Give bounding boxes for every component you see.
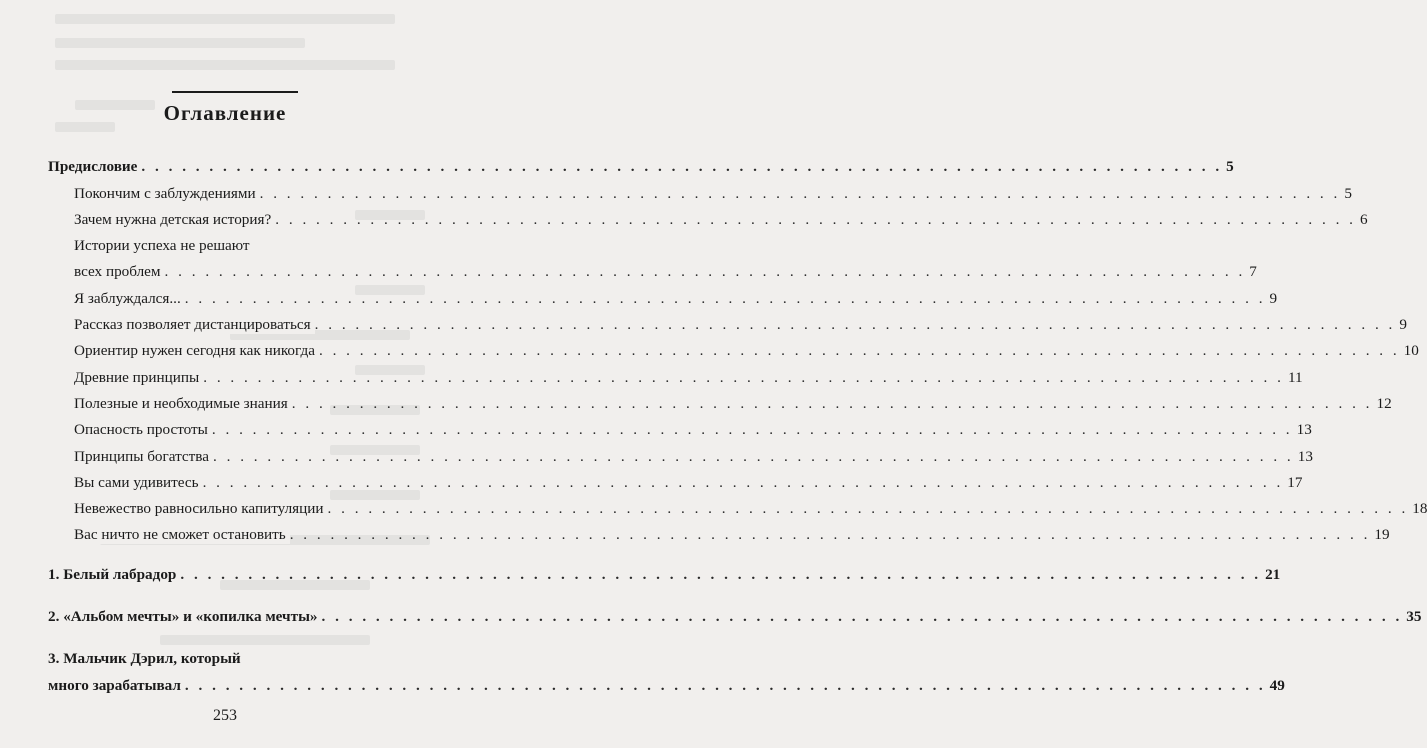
toc-dot-leader: . . . . . . . . . . . . . . . . . . . . . . . . . . . . . . . . . . . . . . . . . . . . . . . . . . . . . . . . . . . . . . . . . . . . . . . . . . . . . . . . — [141, 158, 1223, 176]
toc-entry — [48, 334, 1419, 360]
toc-entry — [48, 229, 432, 255]
toc-entry-title: Истории успеха не решают — [74, 237, 432, 255]
toc-entry — [48, 668, 1285, 694]
toc-entry — [48, 255, 1257, 281]
toc-entry-page: 35 — [1402, 608, 1421, 626]
toc-dot-leader: . . . . . . . . . . . . . . . . . . . . . . . . . . . . . . . . . . . . . . . . . . . . . . . . . . . . . . . . . . . . . . . . . . . . . . . . . . . . . . . . — [259, 184, 1341, 202]
toc-entry-title: Предисловие — [48, 158, 141, 176]
toc-entry — [48, 150, 1234, 176]
toc-entry-title: Принципы богатства — [74, 448, 213, 466]
toc-entry-page: 10 — [1400, 342, 1419, 360]
toc-entry — [48, 439, 1313, 465]
toc-entry-title: 3. Мальчик Дэрил, который — [48, 650, 432, 668]
toc-entry-title: Опасность простоты — [74, 421, 212, 439]
toc-entry-title: Я заблуждался... — [74, 290, 185, 308]
toc-entry-title: Зачем нужна детская история? — [74, 211, 275, 229]
toc-entry — [48, 308, 1407, 334]
toc-entry-page: 17 — [1283, 474, 1302, 492]
toc-entry-page: 6 — [1356, 211, 1368, 229]
toc-entry-page: 13 — [1293, 421, 1312, 439]
toc-dot-leader: . . . . . . . . . . . . . . . . . . . . . . . . . . . . . . . . . . . . . . . . . . . . . . . . . . . . . . . . . . . . . . . . . . . . . . . . . . . . . . . . — [291, 394, 1373, 412]
toc-entry-title: Ориентир нужен сегодня как никогда — [74, 342, 319, 360]
toc-entry — [48, 203, 1368, 229]
toc-dot-leader: . . . . . . . . . . . . . . . . . . . . . . . . . . . . . . . . . . . . . . . . . . . . . . . . . . . . . . . . . . . . . . . . . . . . . . . . . . . . . . . . — [164, 263, 1246, 281]
toc-entry-title: 2. «Альбом мечты» и «копилка мечты» — [48, 608, 322, 626]
toc-entry-page: 12 — [1372, 395, 1391, 413]
toc-entry — [48, 492, 1427, 518]
page-title: Оглавление — [163, 101, 287, 125]
toc-entry-page: 19 — [1370, 526, 1389, 544]
page-number: 253 — [213, 707, 237, 724]
toc-entry-page: 5 — [1222, 158, 1234, 176]
toc-entry-page: 5 — [1340, 185, 1352, 203]
toc-entry-page: 13 — [1294, 448, 1313, 466]
toc-dot-leader: . . . . . . . . . . . . . . . . . . . . . . . . . . . . . . . . . . . . . . . . . . . . . . . . . . . . . . . . . . . . . . . . . . . . . . . . . . . . . . . . — [202, 473, 1284, 491]
toc-entry-page: 49 — [1266, 677, 1285, 695]
toc-entry-title: Полезные и необходимые знания — [74, 395, 292, 413]
toc-entry — [48, 281, 1278, 307]
toc-entry — [48, 600, 1422, 626]
toc-entry — [48, 518, 1390, 544]
toc-entry-title: много зарабатывал — [48, 677, 185, 695]
toc-entry — [48, 413, 1312, 439]
toc-entry — [48, 466, 1303, 492]
toc-dot-leader: . . . . . . . . . . . . . . . . . . . . . . . . . . . . . . . . . . . . . . . . . . . . . . . . . . . . . . . . . . . . . . . . . . . . . . . . . . . . . . . . — [318, 342, 1400, 360]
toc-entry-title: Древние принципы — [74, 369, 203, 387]
toc-entry — [48, 176, 1352, 202]
toc-entry-title: Вас ничто не сможет остановить — [74, 526, 290, 544]
toc-dot-leader: . . . . . . . . . . . . . . . . . . . . . . . . . . . . . . . . . . . . . . . . . . . . . . . . . . . . . . . . . . . . . . . . . . . . . . . . . . . . . . . . — [203, 368, 1284, 386]
toc-entry-title: Рассказ позволяет дистанцироваться — [74, 316, 315, 334]
toc-entry-title: Вы сами удивитесь — [74, 474, 203, 492]
toc-entry-title: Невежество равносильно капитуляции — [74, 500, 328, 518]
toc-dot-leader: . . . . . . . . . . . . . . . . . . . . . . . . . . . . . . . . . . . . . . . . . . . . . . . . . . . . . . . . . . . . . . . . . . . . . . . . . . . . . . . . — [211, 421, 1293, 439]
toc-dot-leader: . . . . . . . . . . . . . . . . . . . . . . . . . . . . . . . . . . . . . . . . . . . . . . . . . . . . . . . . . . . . . . . . . . . . . . . . . . . . . . . . — [289, 526, 1371, 544]
toc-dot-leader: . . . . . . . . . . . . . . . . . . . . . . . . . . . . . . . . . . . . . . . . . . . . . . . . . . . . . . . . . . . . . . . . . . . . . . . . . . . . . . . . — [321, 608, 1403, 626]
toc-entry — [48, 360, 1303, 386]
toc-dot-leader: . . . . . . . . . . . . . . . . . . . . . . . . . . . . . . . . . . . . . . . . . . . . . . . . . . . . . . . . . . . . . . . . . . . . . . . . . . . . . . . . — [275, 210, 1356, 228]
toc-entry-title: всех проблем — [74, 263, 165, 281]
toc-entry-title: Покончим с заблуждениями — [74, 185, 260, 203]
table-of-contents — [48, 150, 1427, 695]
toc-entry-page: 9 — [1395, 316, 1407, 334]
toc-dot-leader: . . . . . . . . . . . . . . . . . . . . . . . . . . . . . . . . . . . . . . . . . . . . . . . . . . . . . . . . . . . . . . . . . . . . . . . . . . . . . . . . — [327, 500, 1409, 518]
toc-entry-page: 21 — [1261, 566, 1280, 584]
toc-dot-leader: . . . . . . . . . . . . . . . . . . . . . . . . . . . . . . . . . . . . . . . . . . . . . . . . . . . . . . . . . . . . . . . . . . . . . . . . . . . . . . . . — [184, 289, 1266, 307]
toc-entry-page: 7 — [1245, 263, 1257, 281]
toc-entry-page: 9 — [1265, 290, 1277, 308]
toc-entry-page: 11 — [1284, 369, 1303, 387]
toc-dot-leader: . . . . . . . . . . . . . . . . . . . . . . . . . . . . . . . . . . . . . . . . . . . . . . . . . . . . . . . . . . . . . . . . . . . . . . . . . . . . . . . . — [180, 565, 1262, 583]
toc-dot-leader: . . . . . . . . . . . . . . . . . . . . . . . . . . . . . . . . . . . . . . . . . . . . . . . . . . . . . . . . . . . . . . . . . . . . . . . . . . . . . . . . — [213, 447, 1294, 465]
toc-entry-page: 18 — [1408, 500, 1427, 518]
toc-dot-leader: . . . . . . . . . . . . . . . . . . . . . . . . . . . . . . . . . . . . . . . . . . . . . . . . . . . . . . . . . . . . . . . . . . . . . . . . . . . . . . . . — [184, 676, 1266, 694]
title-rule — [172, 91, 298, 93]
toc-entry — [48, 557, 1281, 583]
toc-entry-title: 1. Белый лабрадор — [48, 566, 180, 584]
toc-dot-leader: . . . . . . . . . . . . . . . . . . . . . . . . . . . . . . . . . . . . . . . . . . . . . . . . . . . . . . . . . . . . . . . . . . . . . . . . . . . . . . . . — [314, 316, 1396, 334]
toc-entry — [48, 387, 1392, 413]
toc-entry — [48, 642, 432, 668]
